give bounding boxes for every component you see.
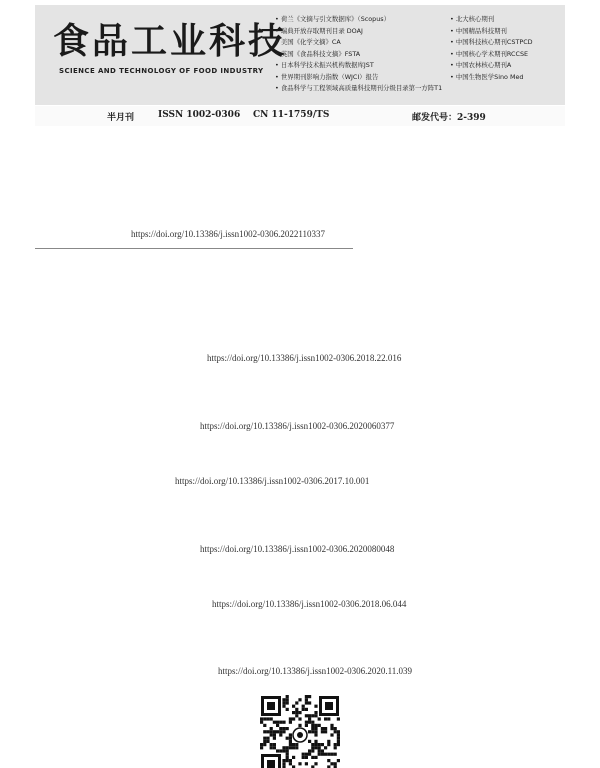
- index-item: • 英国《食品科技文摘》FSTA: [275, 49, 445, 61]
- journal-title-en: SCIENCE AND TECHNOLOGY OF FOOD INDUSTRY: [59, 67, 264, 75]
- doi-link-reference[interactable]: https://doi.org/10.13386/j.issn1002-0306.2020060377: [200, 421, 395, 431]
- index-item: • 中国生物医学Sino Med: [450, 72, 565, 84]
- doi-link-reference[interactable]: https://doi.org/10.13386/j.issn1002-0306.2017.10.001: [175, 476, 370, 486]
- index-item: • 日本科学技术振兴机构数据库JST: [275, 60, 445, 72]
- index-item: • 瑞典开放存取期刊目录 DOAJ: [275, 26, 445, 38]
- issn-number: ISSN 1002-0306: [158, 110, 241, 120]
- index-list-left: [275, 14, 445, 95]
- publication-frequency: 半月刊: [107, 113, 135, 123]
- journal-banner: [35, 5, 565, 105]
- index-item: • 中国精品科技期刊: [450, 26, 565, 38]
- index-item: • 世界期刊影响力指数（WJCI）报告: [275, 72, 445, 84]
- index-item: • 荷兰《文摘与引文数据库》（Scopus）: [275, 14, 445, 26]
- index-item: • 中国农林核心期刊A: [450, 60, 565, 72]
- index-item: • 食品科学与工程领域高质量科技期刊分级目录第一方阵T1: [275, 83, 445, 95]
- cn-number: CN 11-1759/TS: [253, 110, 330, 120]
- postal-code: 邮发代号：2-399: [412, 113, 486, 123]
- qr-code-icon: [260, 695, 340, 768]
- index-item: • 中国科技核心期刊CSTPCD: [450, 37, 565, 49]
- journal-title-cn: 食品工业科技: [53, 20, 288, 62]
- doi-link-article[interactable]: https://doi.org/10.13386/j.issn1002-0306.2022110337: [131, 229, 326, 239]
- index-item: • 中国核心学术期刊RCCSE: [450, 49, 565, 61]
- divider-line: [35, 248, 353, 249]
- doi-link-reference[interactable]: https://doi.org/10.13386/j.issn1002-0306.2018.06.044: [212, 599, 407, 609]
- index-item: • 北大核心期刊: [450, 14, 565, 26]
- journal-info-bar: [35, 106, 565, 126]
- index-item: • 美国《化学文摘》CA: [275, 37, 445, 49]
- doi-link-reference[interactable]: https://doi.org/10.13386/j.issn1002-0306.2020080048: [200, 544, 395, 554]
- index-list-right: [450, 14, 565, 83]
- doi-link-reference[interactable]: https://doi.org/10.13386/j.issn1002-0306.2018.22.016: [207, 353, 402, 363]
- doi-link-reference[interactable]: https://doi.org/10.13386/j.issn1002-0306.2020.11.039: [218, 666, 413, 676]
